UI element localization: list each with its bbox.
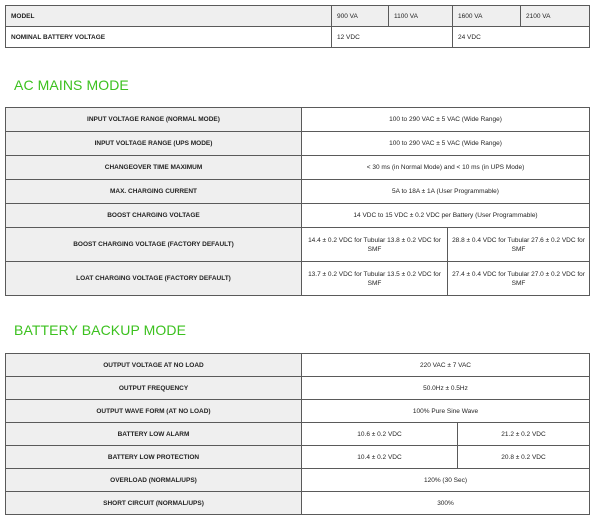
nominal-voltage-12: 12 VDC [332, 27, 453, 48]
nominal-voltage-row [6, 27, 590, 48]
model-row [6, 6, 590, 27]
battery-backup-title: BATTERY BACKUP MODE [14, 322, 187, 338]
row-value: 300% [302, 492, 590, 515]
model-1100va: 1100 VA [389, 6, 453, 27]
row-label: BATTERY LOW PROTECTION [6, 446, 302, 469]
row-label: SHORT CIRCUIT (NORMAL/UPS) [6, 492, 302, 515]
table-row [6, 108, 590, 132]
row-label: OVERLOAD (NORMAL/UPS) [6, 469, 302, 492]
row-value: 120% (30 Sec) [302, 469, 590, 492]
table-row [6, 446, 590, 469]
row-label: BOOST CHARGING VOLTAGE (FACTORY DEFAULT) [6, 228, 302, 262]
row-label: INPUT VOLTAGE RANGE (UPS MODE) [6, 132, 302, 156]
ac-mains-table [5, 107, 590, 296]
row-value-24v: 28.8 ± 0.4 VDC for Tubular 27.6 ± 0.2 VDC for SMF [448, 228, 590, 262]
row-value-12v: 13.7 ± 0.2 VDC for Tubular 13.5 ± 0.2 VDC for SMF [302, 262, 448, 296]
row-value-24v: 21.2 ± 0.2 VDC [458, 423, 590, 446]
row-value: < 30 ms (in Normal Mode) and < 10 ms (in UPS Mode) [302, 156, 590, 180]
row-value: 100 to 290 VAC ± 5 VAC (Wide Range) [302, 132, 590, 156]
row-value-24v: 27.4 ± 0.4 VDC for Tubular 27.0 ± 0.2 VDC for SMF [448, 262, 590, 296]
table-row [6, 354, 590, 377]
row-value-12v: 10.4 ± 0.2 VDC [302, 446, 458, 469]
row-label: BATTERY LOW ALARM [6, 423, 302, 446]
model-1600va: 1600 VA [453, 6, 521, 27]
row-label: MAX. CHARGING CURRENT [6, 180, 302, 204]
row-label: OUTPUT VOLTAGE AT NO LOAD [6, 354, 302, 377]
row-value: 100% Pure Sine Wave [302, 400, 590, 423]
model-2100va: 2100 VA [521, 6, 590, 27]
row-value-24v: 20.8 ± 0.2 VDC [458, 446, 590, 469]
table-row [6, 262, 590, 296]
row-label: CHANGEOVER TIME MAXIMUM [6, 156, 302, 180]
table-row [6, 492, 590, 515]
row-label: OUTPUT WAVE FORM (AT NO LOAD) [6, 400, 302, 423]
table-row [6, 132, 590, 156]
model-table [5, 5, 590, 48]
table-row [6, 469, 590, 492]
row-label: BOOST CHARGING VOLTAGE [6, 204, 302, 228]
row-value: 5A to 18A ± 1A (User Programmable) [302, 180, 590, 204]
table-row [6, 228, 590, 262]
row-value: 220 VAC ± 7 VAC [302, 354, 590, 377]
ac-mains-title: AC MAINS MODE [14, 77, 129, 93]
table-row [6, 400, 590, 423]
table-row [6, 180, 590, 204]
row-value: 14 VDC to 15 VDC ± 0.2 VDC per Battery (User Programmable) [302, 204, 590, 228]
battery-backup-table [5, 353, 590, 515]
model-900va: 900 VA [332, 6, 389, 27]
model-label: MODEL [6, 6, 332, 27]
table-row [6, 156, 590, 180]
row-label: INPUT VOLTAGE RANGE (NORMAL MODE) [6, 108, 302, 132]
row-value-12v: 14.4 ± 0.2 VDC for Tubular 13.8 ± 0.2 VDC for SMF [302, 228, 448, 262]
row-value: 100 to 290 VAC ± 5 VAC (Wide Range) [302, 108, 590, 132]
table-row [6, 204, 590, 228]
row-label: LOAT CHARGING VOLTAGE (FACTORY DEFAULT) [6, 262, 302, 296]
row-label: OUTPUT FREQUENCY [6, 377, 302, 400]
nominal-voltage-24: 24 VDC [453, 27, 590, 48]
table-row [6, 423, 590, 446]
row-value-12v: 10.6 ± 0.2 VDC [302, 423, 458, 446]
table-row [6, 377, 590, 400]
nominal-voltage-label: NOMINAL BATTERY VOLTAGE [6, 27, 332, 48]
row-value: 50.0Hz ± 0.5Hz [302, 377, 590, 400]
